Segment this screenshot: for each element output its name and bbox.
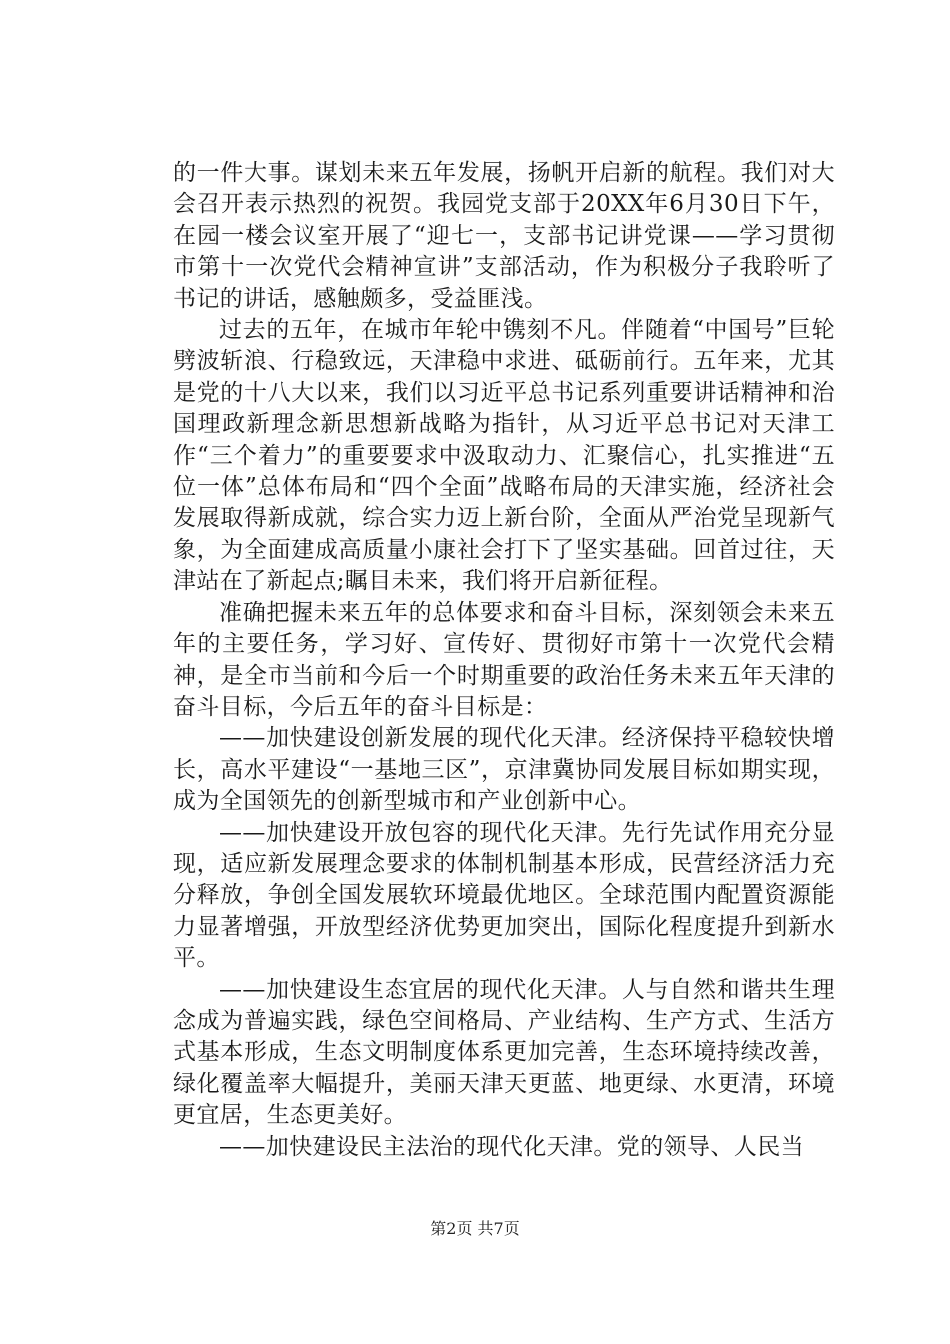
paragraph-4: ——加快建设创新发展的现代化天津。经济保持平稳较快增长，高水平建设“一基地三区”，京津冀协同发展目标如期实现，成为全国领先的创新型城市和产业创新中心。 [173,725,835,815]
paragraph-1: 的一件大事。谋划未来五年发展，扬帆开启新的航程。我们对大会召开表示热烈的祝贺。我园党支部于20XX年6月30日下午，在园一楼会议室开展了“迎七一，支部书记讲党课——学习贯彻市第十一次党代会精神宣讲”支部活动，作为积极分子我聆听了书记的讲话，感触颇多，受益匪浅。 [173,160,835,312]
paragraph-6: ——加快建设生态宜居的现代化天津。人与自然和谐共生理念成为普遍实践，绿色空间格局、产业结构、生产方式、生活方式基本形成，生态文明制度体系更加完善，生态环境持续改善，绿化覆盖率大幅提升，美丽天津天更蓝、地更绿、水更清，环境更宜居，生态更美好。 [173,976,835,1129]
paragraph-2: 过去的五年，在城市年轮中镌刻不凡。伴随着“中国号”巨轮劈波斩浪、行稳致远，天津稳中求进、砥砺前行。五年来，尤其是党的十八大以来，我们以习近平总书记系列重要讲话精神和治国理政新理念新思想新战略为指针，从习近平总书记对天津工作“三个着力”的重要要求中汲取动力、汇聚信心，扎实推进“五位一体”总体布局和“四个全面”战略布局的天津实施，经济社会发展取得新成就，综合实力迈上新台阶，全面从严治党呈现新气象，为全面建成高质量小康社会打下了坚实基础。回首过往，天津站在了新起点;瞩目未来，我们将开启新征程。 [173,317,835,595]
paragraph-5: ——加快建设开放包容的现代化天津。先行先试作用充分显现，适应新发展理念要求的体制机制基本形成，民营经济活力充分释放，争创全国发展软环境最优地区。全球范围内配置资源能力显著增强，开放型经济优势更加突出，国际化程度提升到新水平。 [173,819,835,972]
document-body [173,158,835,1163]
paragraph-3: 准确把握未来五年的总体要求和奋斗目标，深刻领会未来五年的主要任务，学习好、宣传好、贯彻好市第十一次党代会精神，是全市当前和今后一个时期重要的政治任务未来五年天津的奋斗目标，今后五年的奋斗目标是： [173,599,835,720]
page-footer: 第2页 共7页 [430,1219,520,1238]
paragraph-7: ——加快建设民主法治的现代化天津。党的领导、人民当 [219,1133,804,1160]
